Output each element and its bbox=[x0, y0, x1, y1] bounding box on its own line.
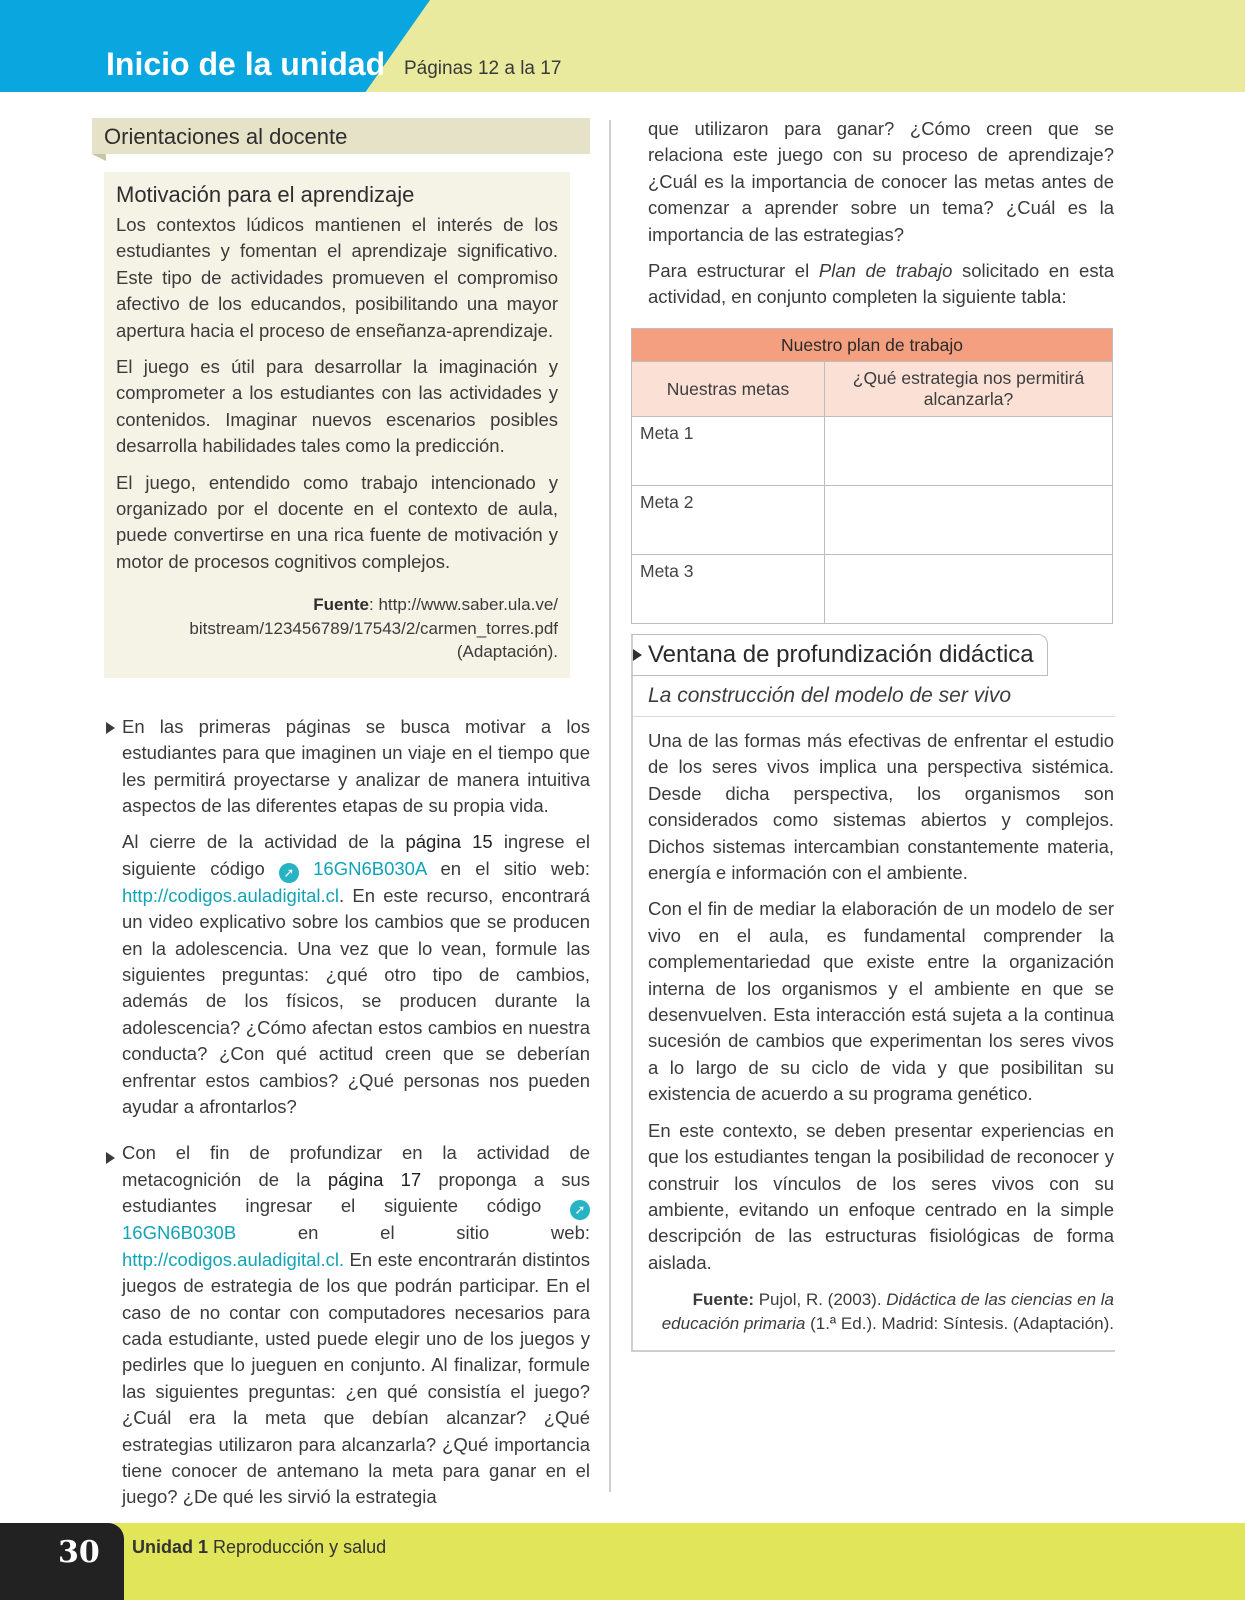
text-span: proponga a sus estudiantes ingresar el siguiente código bbox=[122, 1168, 590, 1217]
section-title-fold bbox=[92, 154, 106, 161]
resource-link[interactable]: http://codigos.auladigital.cl bbox=[122, 884, 339, 906]
subtitle-divider bbox=[633, 716, 1115, 717]
table-row bbox=[632, 555, 1113, 624]
box-border bbox=[631, 634, 633, 1352]
didactic-source bbox=[648, 1288, 1114, 1335]
unit-number: Unidad 1 bbox=[132, 1537, 209, 1557]
source-text: : http://www.saber.ula.ve/ bitstream/123456789/17543/2/carmen_torres.pdf (Adaptación). bbox=[189, 595, 558, 662]
triangle-icon bbox=[633, 649, 642, 661]
bullet1-paragraph-2 bbox=[122, 829, 590, 1120]
resource-link[interactable]: http://codigos.auladigital.cl. bbox=[122, 1248, 345, 1270]
text-span: solicitado en esta actividad, en conjunto completen la siguiente tabla: bbox=[648, 260, 1114, 308]
page-header bbox=[0, 0, 1245, 92]
rocket-icon: ➚ bbox=[570, 1200, 590, 1220]
text-span: (1.ª Ed.). Madrid: Síntesis. (Adaptación). bbox=[805, 1313, 1114, 1333]
table-row bbox=[632, 486, 1113, 555]
goal-cell: Meta 2 bbox=[632, 486, 825, 555]
resource-code: 16GN6B030A bbox=[313, 857, 427, 879]
plan-table bbox=[631, 328, 1113, 624]
resource-code: 16GN6B030B bbox=[122, 1222, 237, 1244]
motivation-source bbox=[116, 593, 558, 664]
plan-intro bbox=[648, 258, 1114, 311]
text-span: en el sitio web: bbox=[236, 1222, 590, 1244]
text-span: ingrese el siguiente código bbox=[122, 831, 590, 879]
didactic-paragraph: Con el fin de mediar la elaboración de un modelo de ser vivo en el aula, es fundamental comprender la complementariedad que existe entre la organización interna de los organismos y el ambiente en que se desenvuelven. Esta interacción está sujeta a la continua sucesión de cambios que experimentan los seres vivos a lo largo de su ciclo de vida y que posibilitan su existencia de acuerdo a su programa genético. bbox=[648, 898, 1114, 1105]
page-footer bbox=[0, 1523, 1245, 1600]
page-number: 30 bbox=[58, 1535, 100, 1570]
text-span: Pujol, R. (2003). bbox=[753, 1290, 887, 1310]
plan-name: Plan de trabajo bbox=[818, 260, 953, 282]
text-span: En este encontrarán distintos juegos de estrategia de los que podrán participar. En el caso de no contar con computadores necesarios para cada estudiante, usted puede elegir uno de los juegos y pedirles que lo jueguen en conjunto. Al finalizar, formule las siguientes preguntas: ¿en qué consistía el juego? ¿Cuál era la meta que debían alcanzar? ¿Qué estrategias utilizaron para alcanzarla? ¿Qué importancia tiene conocer de antemano la meta para ganar en el juego? ¿De qué les sirvió la estrategia bbox=[122, 1248, 590, 1508]
plan-table-title: Nuestro plan de trabajo bbox=[632, 329, 1113, 362]
text-span: en el sitio web: bbox=[426, 857, 590, 879]
bullet2-paragraph bbox=[122, 1140, 590, 1510]
strategy-cell[interactable] bbox=[825, 555, 1113, 624]
didactic-window-box bbox=[631, 634, 1117, 1352]
page-number-box bbox=[0, 1523, 124, 1600]
didactic-paragraph: Una de las formas más efectivas de enfrentar el estudio de los seres vivos implica una perspectiva sistémica. Desde dicha perspectiva, los organismos son considerados como sistemas abiertos y complejos. Dichos sistemas intercambian constantemente materia, energía e información con el ambiente. bbox=[648, 730, 1114, 884]
unit-label bbox=[132, 1537, 386, 1558]
motivation-box bbox=[104, 172, 570, 678]
bullet-arrow-icon bbox=[106, 1152, 115, 1164]
header-pages: Páginas 12 a la 17 bbox=[404, 58, 562, 79]
bullet-arrow-icon bbox=[106, 722, 115, 734]
section-title: Orientaciones al docente bbox=[104, 124, 348, 149]
bullet1-paragraph: En las primeras páginas se busca motivar a los estudiantes para que imaginen un viaje en el tiempo que les permitirá proyectarse y analizar de manera intuitiva aspectos de las diferentes etapas de su propia vida. bbox=[122, 715, 590, 816]
unit-name: Reproducción y salud bbox=[208, 1537, 387, 1557]
table-row bbox=[632, 417, 1113, 486]
strategy-cell[interactable] bbox=[825, 486, 1113, 555]
source-label: Fuente bbox=[313, 595, 370, 615]
motivation-paragraph: Los contextos lúdicos mantienen el interés de los estudiantes y fomentan el aprendizaje significativo. Este tipo de actividades promueven el compromiso afectivo de los educandos, posibilitando una mayor apertura hacia el proceso de enseñanza-aprendizaje. bbox=[116, 214, 558, 341]
source-label: Fuente: bbox=[692, 1290, 754, 1310]
header-title: Inicio de la unidad bbox=[106, 46, 386, 82]
page-reference: página 17 bbox=[327, 1168, 422, 1190]
text-span: Al cierre de la actividad de la bbox=[122, 831, 406, 853]
didactic-paragraph: En este contexto, se deben presentar experiencias en que los estudiantes tengan la posibilidad de reconocer y construir los vínculos de los seres vivos con su ambiente, evitando un enfoque centrado en la simple descripción de las estructuras fisiológicas de forma aislada. bbox=[648, 1119, 1114, 1273]
book-title: Didáctica de las ciencias en la educación primaria bbox=[661, 1290, 1114, 1333]
motivation-paragraph: El juego es útil para desarrollar la imaginación y comprometer a los estudiantes con las actividades y contenidos. Imaginar nuevos escenarios posibles desarrolla habilidades tales como la predicción. bbox=[116, 356, 558, 457]
text-span: Con el fin de profundizar en la actividad de metacognición de la bbox=[122, 1142, 590, 1190]
text-span: Para estructurar el bbox=[648, 260, 819, 282]
page-reference: página 15 bbox=[405, 831, 493, 853]
goal-cell: Meta 3 bbox=[632, 555, 825, 624]
didactic-window-tab bbox=[631, 634, 1048, 676]
left-column bbox=[92, 118, 590, 1521]
col-header-goals: Nuestras metas bbox=[632, 362, 825, 417]
motivation-paragraph: El juego, entendido como trabajo intencionado y organizado por el docente en el contexto de aula, puede convertirse en una rica fuente de motivación y motor de procesos cognitivos complejos. bbox=[116, 471, 558, 572]
strategy-cell[interactable] bbox=[825, 417, 1113, 486]
right-column bbox=[648, 116, 1114, 321]
box-border bbox=[631, 1350, 1115, 1352]
didactic-window-body bbox=[648, 728, 1114, 1335]
didactic-window-subtitle: La construcción del modelo de ser vivo bbox=[648, 684, 1012, 707]
rocket-icon: ➚ bbox=[279, 863, 299, 883]
didactic-window-title: Ventana de profundización didáctica bbox=[648, 641, 1034, 668]
column-divider bbox=[609, 120, 611, 1492]
bullet-list bbox=[92, 714, 590, 1511]
motivation-heading: Motivación para el aprendizaje bbox=[116, 182, 415, 207]
text-span: . En este recurso, encontrará un video explicativo sobre los cambios que se producen en la adolescencia. Una vez que lo vean, formule las siguientes preguntas: ¿qué otro tipo de cambios, además de los físicos, se producen durante la adolescencia? ¿Cómo afectan estos cambios en nuestra conducta? ¿Con qué actitud creen que se deberían enfrentar estos cambios? ¿Qué personas nos pueden ayudar a afrontarlos? bbox=[122, 884, 590, 1118]
col-header-strategy: ¿Qué estrategia nos permitirá alcanzarla? bbox=[825, 362, 1113, 417]
continuation-paragraph: que utilizaron para ganar? ¿Cómo creen que se relaciona este juego con su proceso de aprendizaje? ¿Cuál es la importancia de conocer las metas antes de comenzar a aprender sobre un tema? ¿Cuál es la importancia de las estrategias? bbox=[648, 118, 1114, 245]
goal-cell: Meta 1 bbox=[632, 417, 825, 486]
section-title-box bbox=[92, 118, 590, 154]
